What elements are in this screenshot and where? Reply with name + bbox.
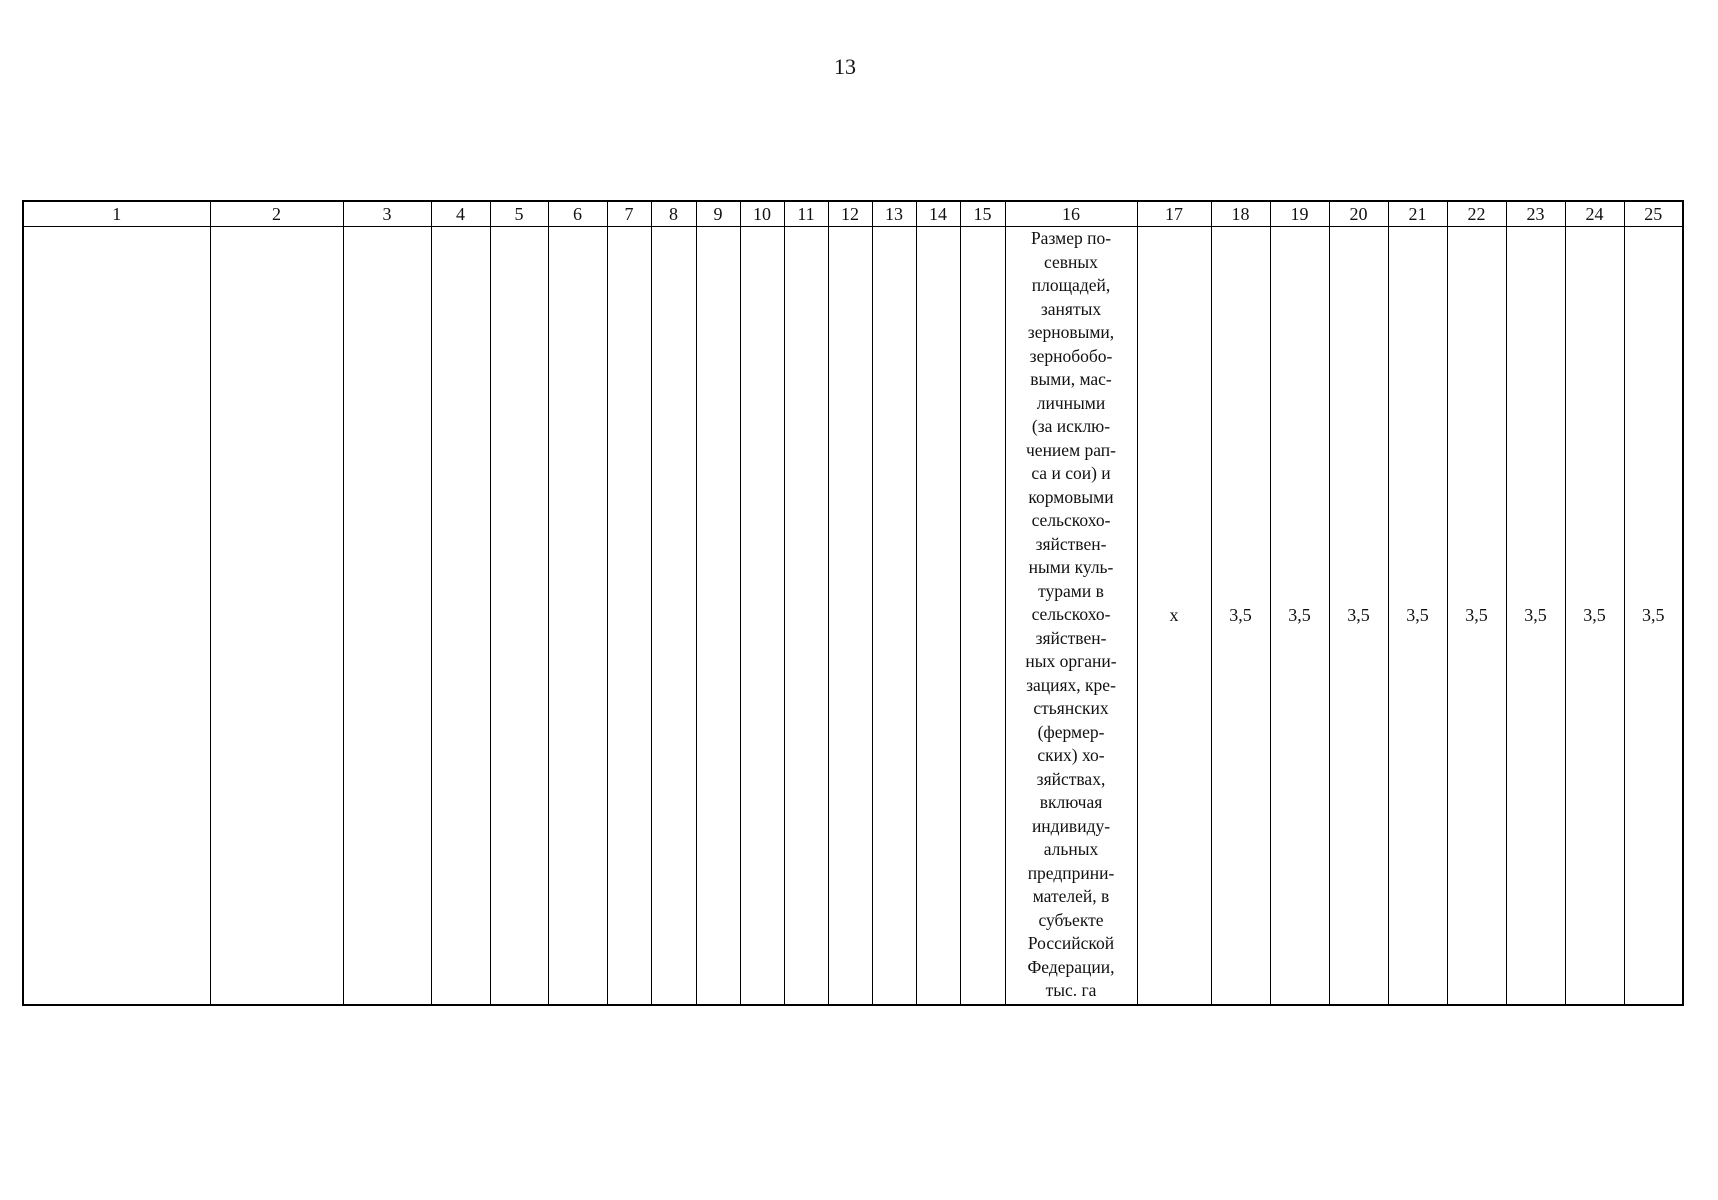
table-cell xyxy=(872,227,916,1006)
column-header: 19 xyxy=(1270,201,1329,227)
table-cell xyxy=(651,227,696,1006)
column-header: 23 xyxy=(1506,201,1565,227)
column-header: 8 xyxy=(651,201,696,227)
table-cell xyxy=(916,227,960,1006)
page-number: 13 xyxy=(834,54,856,79)
value-cell: 3,5 xyxy=(1329,227,1388,1006)
table-cell xyxy=(548,227,607,1006)
table-cell xyxy=(740,227,784,1006)
value-cell: 3,5 xyxy=(1447,227,1506,1006)
table-cell xyxy=(696,227,740,1006)
value-cell: 3,5 xyxy=(1565,227,1624,1006)
indicator-description-cell: Размер по- севных площадей, занятых зерновыми, зернобобо- выми, мас- личными (за исклю- чением рап- са и сои) и кормовыми сельскохо- зяйствен- ными куль- турами в сельскохо- зяйствен- ных органи- зациях, кре- стьянских (фермер- ских) хо- зяйствах, включая индивиду- альных предприни- мателей, в субъекте Российской Федерации, тыс. га xyxy=(1005,227,1137,1006)
table-cell xyxy=(828,227,872,1006)
table-cell xyxy=(210,227,343,1006)
value-cell: 3,5 xyxy=(1270,227,1329,1006)
column-header: 7 xyxy=(607,201,651,227)
table-cell xyxy=(431,227,490,1006)
table-cell xyxy=(343,227,431,1006)
table-cell xyxy=(490,227,548,1006)
table-cell xyxy=(784,227,828,1006)
column-header: 9 xyxy=(696,201,740,227)
column-header: 21 xyxy=(1388,201,1447,227)
column-header: 12 xyxy=(828,201,872,227)
table-cell: x xyxy=(1137,227,1211,1006)
table-cell xyxy=(960,227,1005,1006)
column-header: 2 xyxy=(210,201,343,227)
column-header: 11 xyxy=(784,201,828,227)
column-header: 17 xyxy=(1137,201,1211,227)
column-header: 10 xyxy=(740,201,784,227)
header-row xyxy=(23,201,1683,227)
column-header: 25 xyxy=(1624,201,1683,227)
column-header: 15 xyxy=(960,201,1005,227)
column-header: 5 xyxy=(490,201,548,227)
column-header: 22 xyxy=(1447,201,1506,227)
value-cell: 3,5 xyxy=(1388,227,1447,1006)
column-header: 18 xyxy=(1211,201,1270,227)
column-header: 14 xyxy=(916,201,960,227)
column-header: 13 xyxy=(872,201,916,227)
column-header: 3 xyxy=(343,201,431,227)
data-table xyxy=(22,200,1684,1006)
value-cell: 3,5 xyxy=(1624,227,1683,1006)
column-header: 6 xyxy=(548,201,607,227)
table-cell xyxy=(23,227,210,1006)
column-header: 24 xyxy=(1565,201,1624,227)
column-header: 4 xyxy=(431,201,490,227)
column-header: 20 xyxy=(1329,201,1388,227)
table-cell xyxy=(607,227,651,1006)
table-row xyxy=(23,227,1683,1006)
column-header: 16 xyxy=(1005,201,1137,227)
value-cell: 3,5 xyxy=(1211,227,1270,1006)
value-cell: 3,5 xyxy=(1506,227,1565,1006)
column-header: 1 xyxy=(23,201,210,227)
